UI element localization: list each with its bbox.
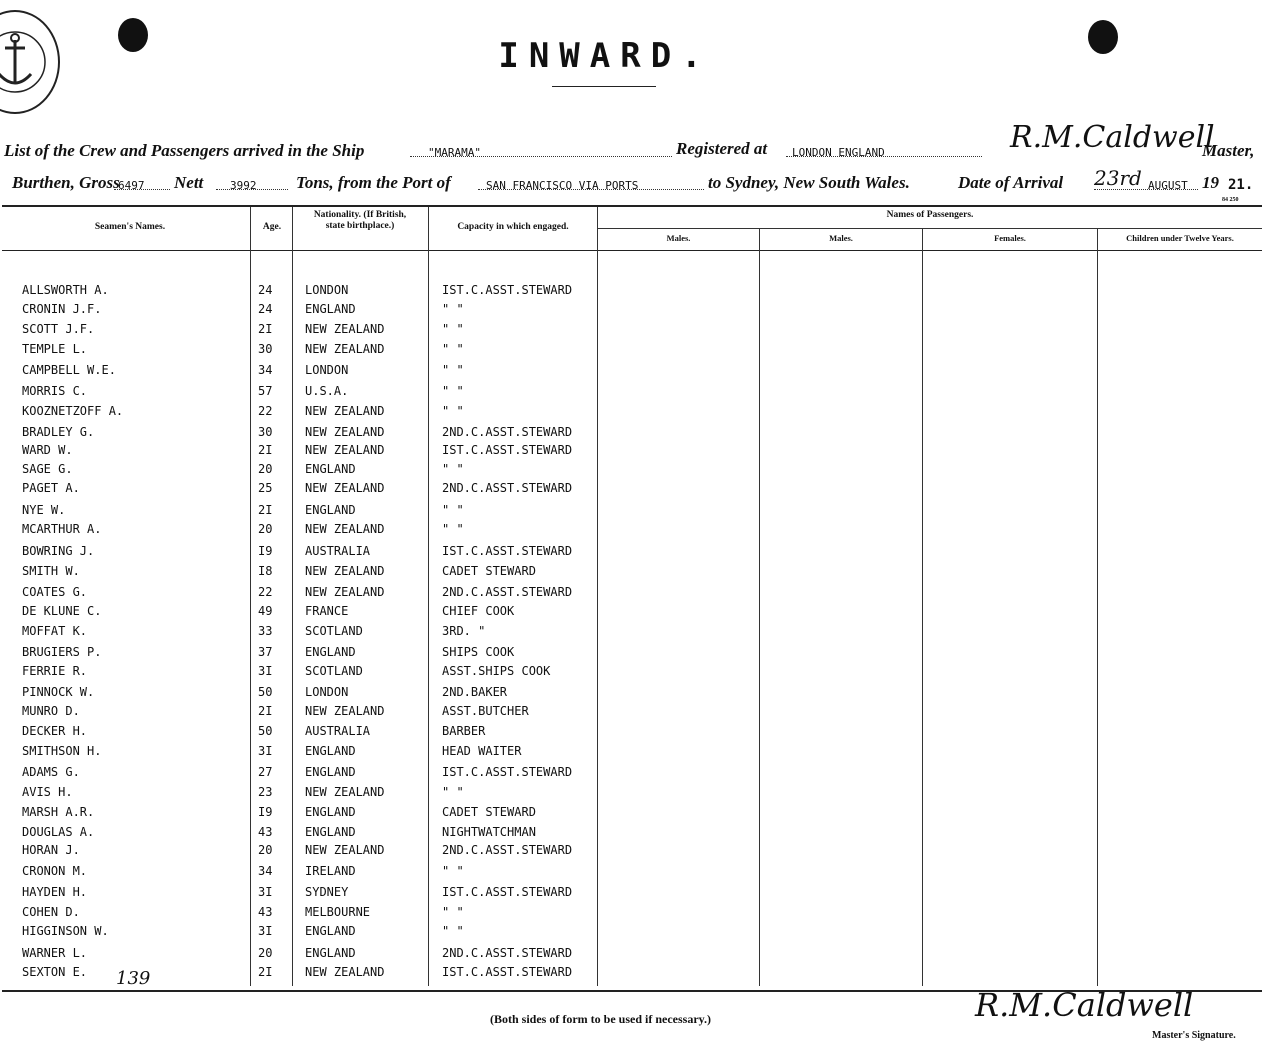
crew-capacity: " " [442,363,464,377]
crew-capacity: 2ND.C.ASST.STEWARD [442,425,573,439]
crew-capacity: " " [442,302,464,316]
crew-age: 20 [258,946,273,960]
crew-age: 34 [258,864,273,878]
crew-name: KOOZNETZOFF A. [22,404,124,418]
crew-name: MARSH A.R. [22,805,95,819]
header-underline [2,250,1262,251]
crew-age: 49 [258,604,273,618]
crew-capacity: IST.C.ASST.STEWARD [442,765,573,779]
crew-age: 3I [258,924,273,938]
crew-capacity: IST.C.ASST.STEWARD [442,965,573,979]
title-rule [552,86,656,87]
crew-capacity: SHIPS COOK [442,645,515,659]
to-sydney-label: to Sydney, New South Wales. [708,173,910,192]
col-divider-7 [1097,228,1098,986]
crew-name: BOWRING J. [22,544,95,558]
crew-name: HAYDEN H. [22,885,88,899]
col-header-age: Age. [262,222,282,232]
crew-age: 27 [258,765,273,779]
crew-nationality: NEW ZEALAND [305,404,385,418]
crew-name: TEMPLE L. [22,342,88,356]
crew-name: BRADLEY G. [22,425,95,439]
page-title: INWARD. [498,36,712,76]
col-header-seamen: Seamen's Names. [94,222,166,232]
crew-nationality: NEW ZEALAND [305,843,385,857]
crew-age: 2I [258,704,273,718]
crew-nationality: MELBOURNE [305,905,371,919]
crew-age: 2I [258,503,273,517]
crew-nationality: NEW ZEALAND [305,585,385,599]
crew-nationality: NEW ZEALAND [305,564,385,578]
col-header-children: Children under Twelve Years. [1126,233,1234,243]
crew-name: AVIS H. [22,785,73,799]
col-header-males-2: Males. [829,233,853,243]
crew-age: 43 [258,825,273,839]
crew-capacity: BARBER [442,724,486,738]
port-value: SAN FRANCISCO VIA PORTS [486,179,639,192]
nett-value: 3992 [230,179,257,192]
date-label: Date of Arrival [958,173,1064,192]
crew-age: 20 [258,522,273,536]
date-month: AUGUST [1148,179,1188,192]
col-header-passengers: Names of Passengers. [886,210,974,220]
crew-capacity: 2ND.C.ASST.STEWARD [442,843,573,857]
crew-name: HORAN J. [22,843,80,857]
crew-age: 20 [258,462,273,476]
crew-name: DECKER H. [22,724,88,738]
crew-nationality: NEW ZEALAND [305,522,385,536]
crew-capacity: HEAD WAITER [442,744,522,758]
crew-nationality: NEW ZEALAND [305,785,385,799]
crew-age: 24 [258,302,273,316]
crew-age: 24 [258,283,273,297]
crew-capacity: 2ND.C.ASST.STEWARD [442,585,573,599]
crew-age: 3I [258,744,273,758]
crew-nationality: NEW ZEALAND [305,322,385,336]
crew-name: SMITH W. [22,564,80,578]
crew-name: WARD W. [22,443,73,457]
crew-nationality: ENGLAND [305,946,356,960]
year-suffix: 21. [1228,177,1254,193]
crew-age: 37 [258,645,273,659]
crew-age: 50 [258,724,273,738]
crew-capacity: 2ND.C.ASST.STEWARD [442,946,573,960]
crew-nationality: NEW ZEALAND [305,443,385,457]
crew-name: COHEN D. [22,905,80,919]
crew-nationality: ENGLAND [305,744,356,758]
crew-capacity: CADET STEWARD [442,564,536,578]
master-signature-footer: R.M.Caldwell [975,986,1194,1024]
crew-name: MUNRO D. [22,704,80,718]
crew-capacity: ASST.SHIPS COOK [442,664,551,678]
crew-age: 20 [258,843,273,857]
crew-capacity: 2ND.C.ASST.STEWARD [442,481,573,495]
crew-name: SEXTON E. [22,965,88,979]
crew-nationality: NEW ZEALAND [305,342,385,356]
crew-nationality: SCOTLAND [305,624,363,638]
crew-age: 2I [258,322,273,336]
department-seal [0,10,60,114]
crew-name: ALLSWORTH A. [22,283,109,297]
crew-capacity: " " [442,342,464,356]
crew-nationality: ENGLAND [305,302,356,316]
registered-at-value: LONDON ENGLAND [792,146,885,159]
crew-name: ADAMS G. [22,765,80,779]
crew-age: 22 [258,404,273,418]
crew-name: SMITHSON H. [22,744,102,758]
col-header-males-1: Males. [666,233,691,243]
crew-nationality: ENGLAND [305,765,356,779]
crew-capacity: " " [442,522,464,536]
crew-nationality: NEW ZEALAND [305,965,385,979]
crew-capacity: IST.C.ASST.STEWARD [442,443,573,457]
crew-nationality: NEW ZEALAND [305,704,385,718]
crew-nationality: IRELAND [305,864,356,878]
crew-capacity: " " [442,404,464,418]
crew-name: NYE W. [22,503,66,517]
footer-note: (Both sides of form to be used if necessary.) [490,1012,711,1026]
crew-name: DOUGLAS A. [22,825,95,839]
crew-name: COATES G. [22,585,88,599]
crew-capacity: " " [442,462,464,476]
crew-nationality: AUSTRALIA [305,724,371,738]
crew-capacity: " " [442,322,464,336]
crew-age: 30 [258,342,273,356]
crew-capacity: IST.C.ASST.STEWARD [442,544,573,558]
crew-capacity: " " [442,503,464,517]
crew-name: MOFFAT K. [22,624,88,638]
crew-age: 50 [258,685,273,699]
year-prefix: 19 [1202,173,1219,192]
crew-age: 34 [258,363,273,377]
crew-nationality: ENGLAND [305,805,356,819]
burthen-label: Burthen, Gross [12,173,120,192]
col-divider-5 [759,228,760,986]
crew-name: DE KLUNE C. [22,604,102,618]
passenger-subheader-line [598,228,1262,229]
crew-capacity: " " [442,864,464,878]
col-divider-6 [922,228,923,986]
crew-name: WARNER L. [22,946,88,960]
master-signature-header: R.M.Caldwell [1010,120,1215,155]
crew-capacity: CHIEF COOK [442,604,515,618]
crew-age: 25 [258,481,273,495]
ship-name: "MARAMA" [428,146,481,159]
col-divider-4 [597,207,598,986]
crew-name: CRONIN J.F. [22,302,102,316]
crew-nationality: SYDNEY [305,885,349,899]
crew-age: 3I [258,885,273,899]
crew-name: MORRIS C. [22,384,88,398]
crew-nationality: LONDON [305,685,349,699]
crew-table [2,205,1262,992]
crew-age: 3I [258,664,273,678]
crew-name: MCARTHUR A. [22,522,102,536]
crew-capacity: IST.C.ASST.STEWARD [442,283,573,297]
crew-name: CAMPBELL W.E. [22,363,116,377]
crew-nationality: ENGLAND [305,462,356,476]
punch-hole-right [1088,20,1118,54]
signature-label: Master's Signature. [1152,1030,1236,1041]
crew-nationality: ENGLAND [305,503,356,517]
crew-age: 30 [258,425,273,439]
crew-nationality: LONDON [305,363,349,377]
col-header-nationality: Nationality. (If British, state birthplace.) [313,210,407,231]
crew-age: 22 [258,585,273,599]
crew-nationality: FRANCE [305,604,349,618]
crew-name: PINNOCK W. [22,685,95,699]
crew-name: FERRIE R. [22,664,88,678]
crew-nationality: U.S.A. [305,384,349,398]
crew-capacity: CADET STEWARD [442,805,536,819]
crew-age: I9 [258,805,273,819]
registered-at-label: Registered at [676,139,768,158]
form-code: 84 250 [1222,197,1239,203]
crew-name: BRUGIERS P. [22,645,102,659]
crew-capacity: IST.C.ASST.STEWARD [442,885,573,899]
crew-age: 2I [258,443,273,457]
crew-name: SCOTT J.F. [22,322,95,336]
crew-capacity: " " [442,785,464,799]
crew-age: 2I [258,965,273,979]
crew-nationality: NEW ZEALAND [305,425,385,439]
col-header-capacity: Capacity in which engaged. [457,222,569,232]
crew-age: 23 [258,785,273,799]
crew-nationality: ENGLAND [305,825,356,839]
crew-age: 33 [258,624,273,638]
col-divider-1 [250,207,251,986]
crew-capacity: " " [442,384,464,398]
crew-capacity: 2ND.BAKER [442,685,508,699]
crew-capacity: NIGHTWATCHMAN [442,825,536,839]
anchor-icon [0,12,58,112]
crew-nationality: AUSTRALIA [305,544,371,558]
gross-value: 6497 [118,179,145,192]
crew-nationality: NEW ZEALAND [305,481,385,495]
crew-age: I9 [258,544,273,558]
crew-name: PAGET A. [22,481,80,495]
crew-age: 57 [258,384,273,398]
crew-age: I8 [258,564,273,578]
date-day: 23rd [1094,166,1142,190]
master-label: Master, [1202,141,1255,160]
crew-nationality: LONDON [305,283,349,297]
crew-capacity: ASST.BUTCHER [442,704,529,718]
crew-age: 43 [258,905,273,919]
crew-nationality: ENGLAND [305,924,356,938]
crew-nationality: ENGLAND [305,645,356,659]
crew-name: CRONON M. [22,864,88,878]
crew-name: SAGE G. [22,462,73,476]
col-divider-2 [292,207,293,986]
crew-nationality: SCOTLAND [305,664,363,678]
crew-name: HIGGINSON W. [22,924,109,938]
list-of-label: List of the Crew and Passengers arrived in the Ship [4,141,365,160]
crew-capacity: " " [442,924,464,938]
col-divider-3 [428,207,429,986]
crew-capacity: " " [442,905,464,919]
nett-label: Nett [174,173,204,192]
col-header-females: Females. [994,233,1026,243]
crew-tally: 139 [116,968,151,989]
crew-capacity: 3RD. " [442,624,486,638]
punch-hole-left [118,18,148,52]
tons-from-label: Tons, from the Port of [296,173,451,192]
